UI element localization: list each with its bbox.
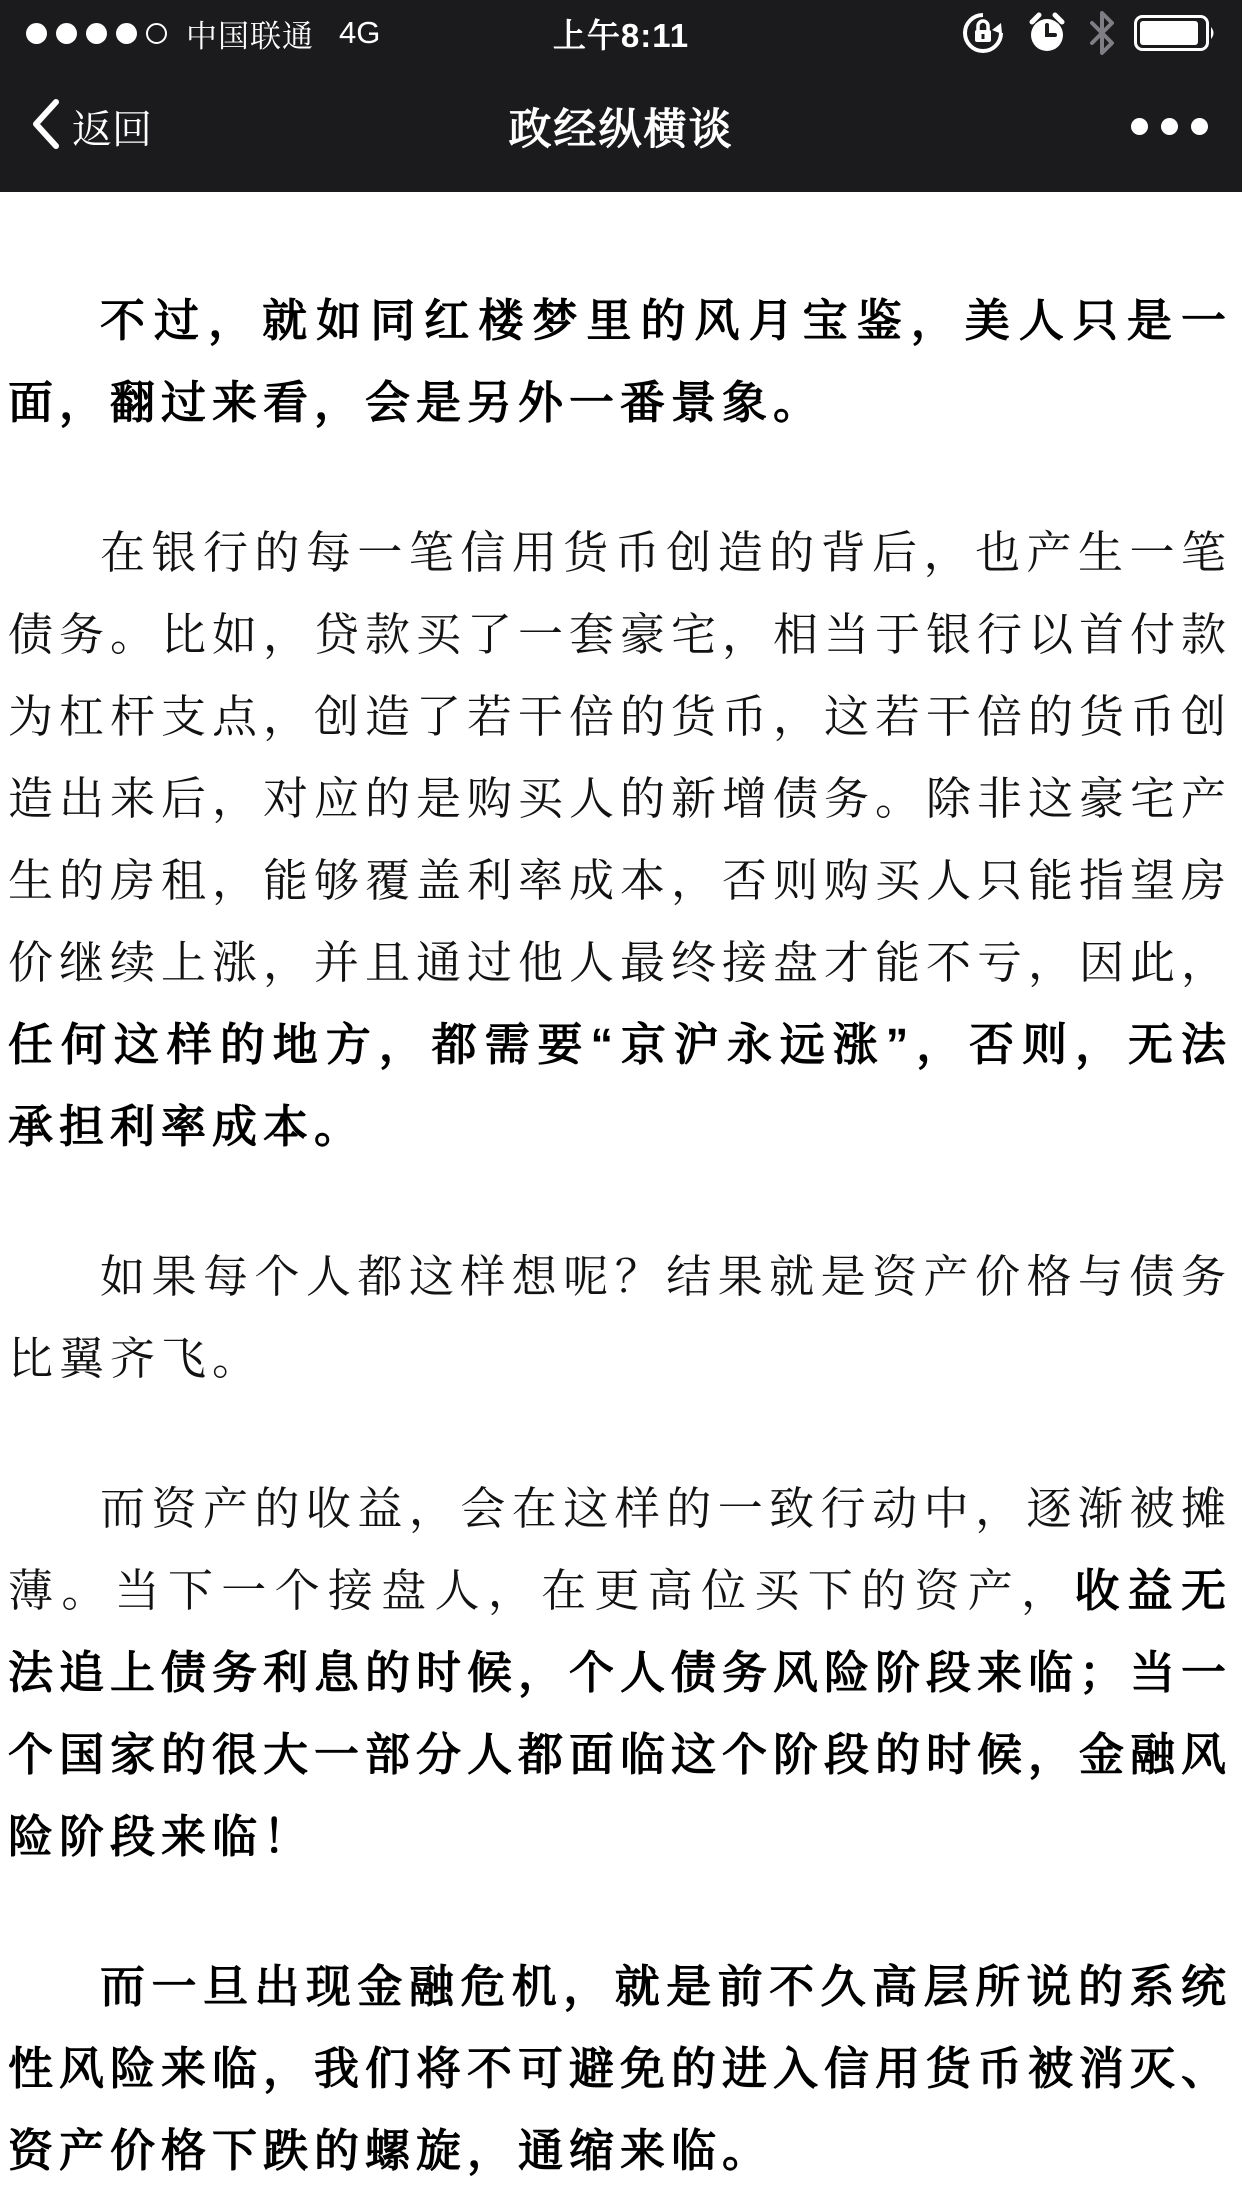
- signal-strength-icon: [26, 23, 167, 44]
- paragraph-text: 如果每个人都这样想呢？结果就是资产价格与债务比翼齐飞。: [8, 1251, 1232, 1384]
- article-paragraph: [8, 1946, 1232, 2192]
- ellipsis-icon: [1191, 118, 1208, 135]
- article-paragraph: [8, 512, 1232, 1168]
- status-time: 上午8:11: [552, 16, 690, 54]
- status-bar-left: [26, 11, 553, 56]
- paragraph-text-bold: 任何这样的地方，都需要“京沪永远涨”，否则，无法承担利率成本。: [8, 1019, 1232, 1152]
- ellipsis-icon: [1131, 118, 1148, 135]
- signal-dot: [116, 23, 137, 44]
- status-bar: [0, 0, 1242, 60]
- bluetooth-icon: [1088, 10, 1116, 56]
- paragraph-text-bold: 而一旦出现金融危机，就是前不久高层所说的系统性风险来临，我们将不可避免的进入信用货币被消灭、资产价格下跌的螺旋，通缩来临。: [8, 1961, 1233, 2176]
- paragraph-text: 而资产的收益，会在这样的一致行动中，逐渐被摊薄。当下一个接盘人，在更高位买下的资产，: [8, 1483, 1232, 1616]
- back-button-label: 返回: [72, 107, 152, 152]
- signal-dot: [26, 23, 47, 44]
- network-type-label: 4G: [339, 15, 381, 50]
- paragraph-text: 在银行的每一笔信用货币创造的背后，也产生一笔债务。比如，贷款买了一套豪宅，相当于银行以首付款为杠杆支点，创造了若干倍的货币，这若干倍的货币创造出来后，对应的是购买人的新增债务。除非这豪宅产生的房租，能够覆盖利率成本，否则购买人只能指望房价继续上涨，并且通过他人最终接盘才能不亏，因此，: [8, 527, 1233, 988]
- signal-dot: [56, 23, 77, 44]
- paragraph-text-bold: 不过，就如同红楼梦里的风月宝鉴，美人只是一面，翻过来看，会是另外一番景象。: [8, 295, 1232, 428]
- more-menu-button[interactable]: [1127, 98, 1212, 155]
- chevron-left-icon: [30, 98, 60, 155]
- status-bar-right: [689, 10, 1216, 56]
- battery-icon: [1134, 13, 1216, 53]
- signal-dot: [86, 23, 107, 44]
- page-title: 政经纵横谈: [508, 105, 734, 154]
- back-button[interactable]: [30, 98, 152, 155]
- carrier-label: 中国联通: [186, 18, 314, 54]
- article-paragraph: [8, 1468, 1232, 1878]
- app-header: [0, 0, 1242, 192]
- nav-bar: [0, 60, 1242, 192]
- orientation-lock-icon: [960, 10, 1006, 56]
- article-paragraph: [8, 1236, 1232, 1400]
- article-paragraph: [8, 280, 1232, 444]
- alarm-clock-icon: [1024, 10, 1070, 56]
- paragraph-text-bold: 收益无法追上债务利息的时候，个人债务风险阶段来临；当一个国家的很大一部分人都面临这个阶段的时候，金融风险阶段来临！: [8, 1565, 1233, 1862]
- signal-dot: [146, 23, 167, 44]
- article-content: [0, 192, 1242, 2208]
- ellipsis-icon: [1161, 118, 1178, 135]
